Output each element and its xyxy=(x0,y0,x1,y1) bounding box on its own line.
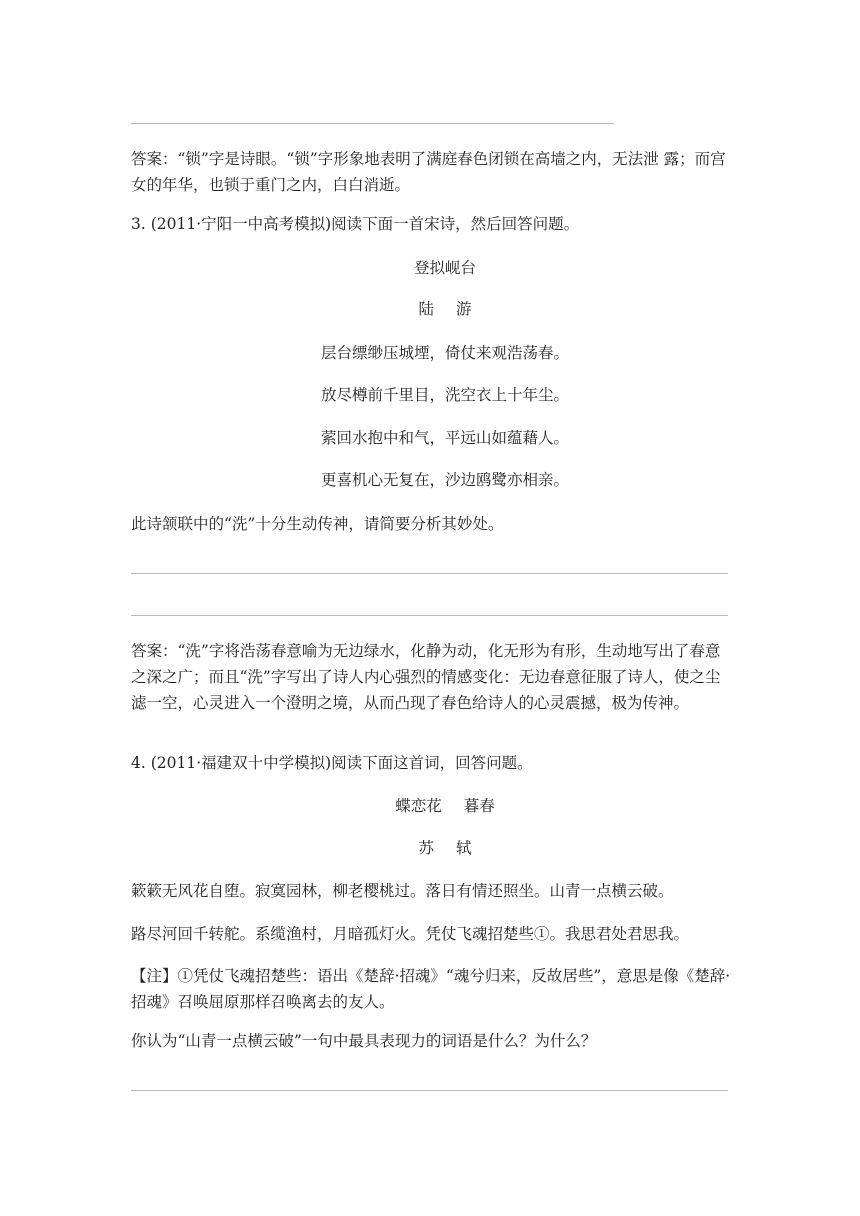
ci-title-theme: 暮春 xyxy=(463,797,495,815)
poem-line-1: 层台缥缈压城堙，倚仗来观浩荡春。 xyxy=(320,344,569,362)
poem-author xyxy=(131,297,759,321)
answer-q2: 答案：“锁”字是诗眼。“锁”字形象地表明了满庭春色闭锁在高墙之内，无法泄 露；而宫女的年华，也锁于重门之内，白白消逝。 xyxy=(131,150,726,194)
ci-title-tune: 蝶恋花 xyxy=(395,797,442,815)
question-4-prompt: 4. (2011·福建双十中学模拟)阅读下面这首词，回答问题。 xyxy=(131,754,533,772)
author-given: 苏 xyxy=(418,839,434,857)
question-4-text: 你认为“山青一点横云破”一句中最具表现力的词语是什么？为什么？ xyxy=(131,1032,597,1050)
poem-title: 登拟岘台 xyxy=(413,259,476,277)
question-3-text: 此诗颔联中的“洗”十分生动传神，请简要分析其妙处。 xyxy=(131,515,504,533)
answer-line xyxy=(131,123,614,124)
ci-line-2: 路尽河回千转舵。系缆渔村，月暗孤灯火。凭仗飞魂招楚些①。我思君处君思我。 xyxy=(131,925,690,943)
answer-q3: 答案：“洗”字将浩荡春意喻为无边绿水，化静为动，化无形为有形，生动地写出了春意之深之广；而且“洗”字写出了诗人内心强烈的情感变化：无边春意征服了诗人，使之尘滤一空，心灵进入一个澄明之境，从而凸现了春色给诗人的心灵震撼，极为传神。 xyxy=(131,642,721,712)
poem-line-4: 更喜机心无复在，沙边鸥鹭亦相亲。 xyxy=(320,471,569,489)
author-given: 陆 xyxy=(418,300,434,318)
answer-line xyxy=(131,615,728,616)
ci-line-1: 簌簌无风花自堕。寂寞园林，柳老樱桃过。落日有情还照坐。山青一点横云破。 xyxy=(131,882,674,900)
answer-line xyxy=(131,573,728,574)
ci-note: 【注】①凭仗飞魂招楚些：语出《楚辞·招魂》“魂兮归来，反故居些”，意思是像《楚辞·招魂》召唤屈原那样召唤离去的友人。 xyxy=(131,967,731,1011)
author-name: 轼 xyxy=(456,839,472,857)
ci-author xyxy=(131,836,759,860)
poem-line-3: 萦回水抱中和气，平远山如蕴藉人。 xyxy=(320,429,569,447)
ci-title xyxy=(131,794,759,818)
question-3-prompt: 3. (2011·宁阳一中高考模拟)阅读下面一首宋诗，然后回答问题。 xyxy=(131,215,580,233)
poem-line-2: 放尽樽前千里目，洗空衣上十年尘。 xyxy=(320,386,569,404)
author-name: 游 xyxy=(456,300,472,318)
answer-line xyxy=(131,1090,728,1091)
